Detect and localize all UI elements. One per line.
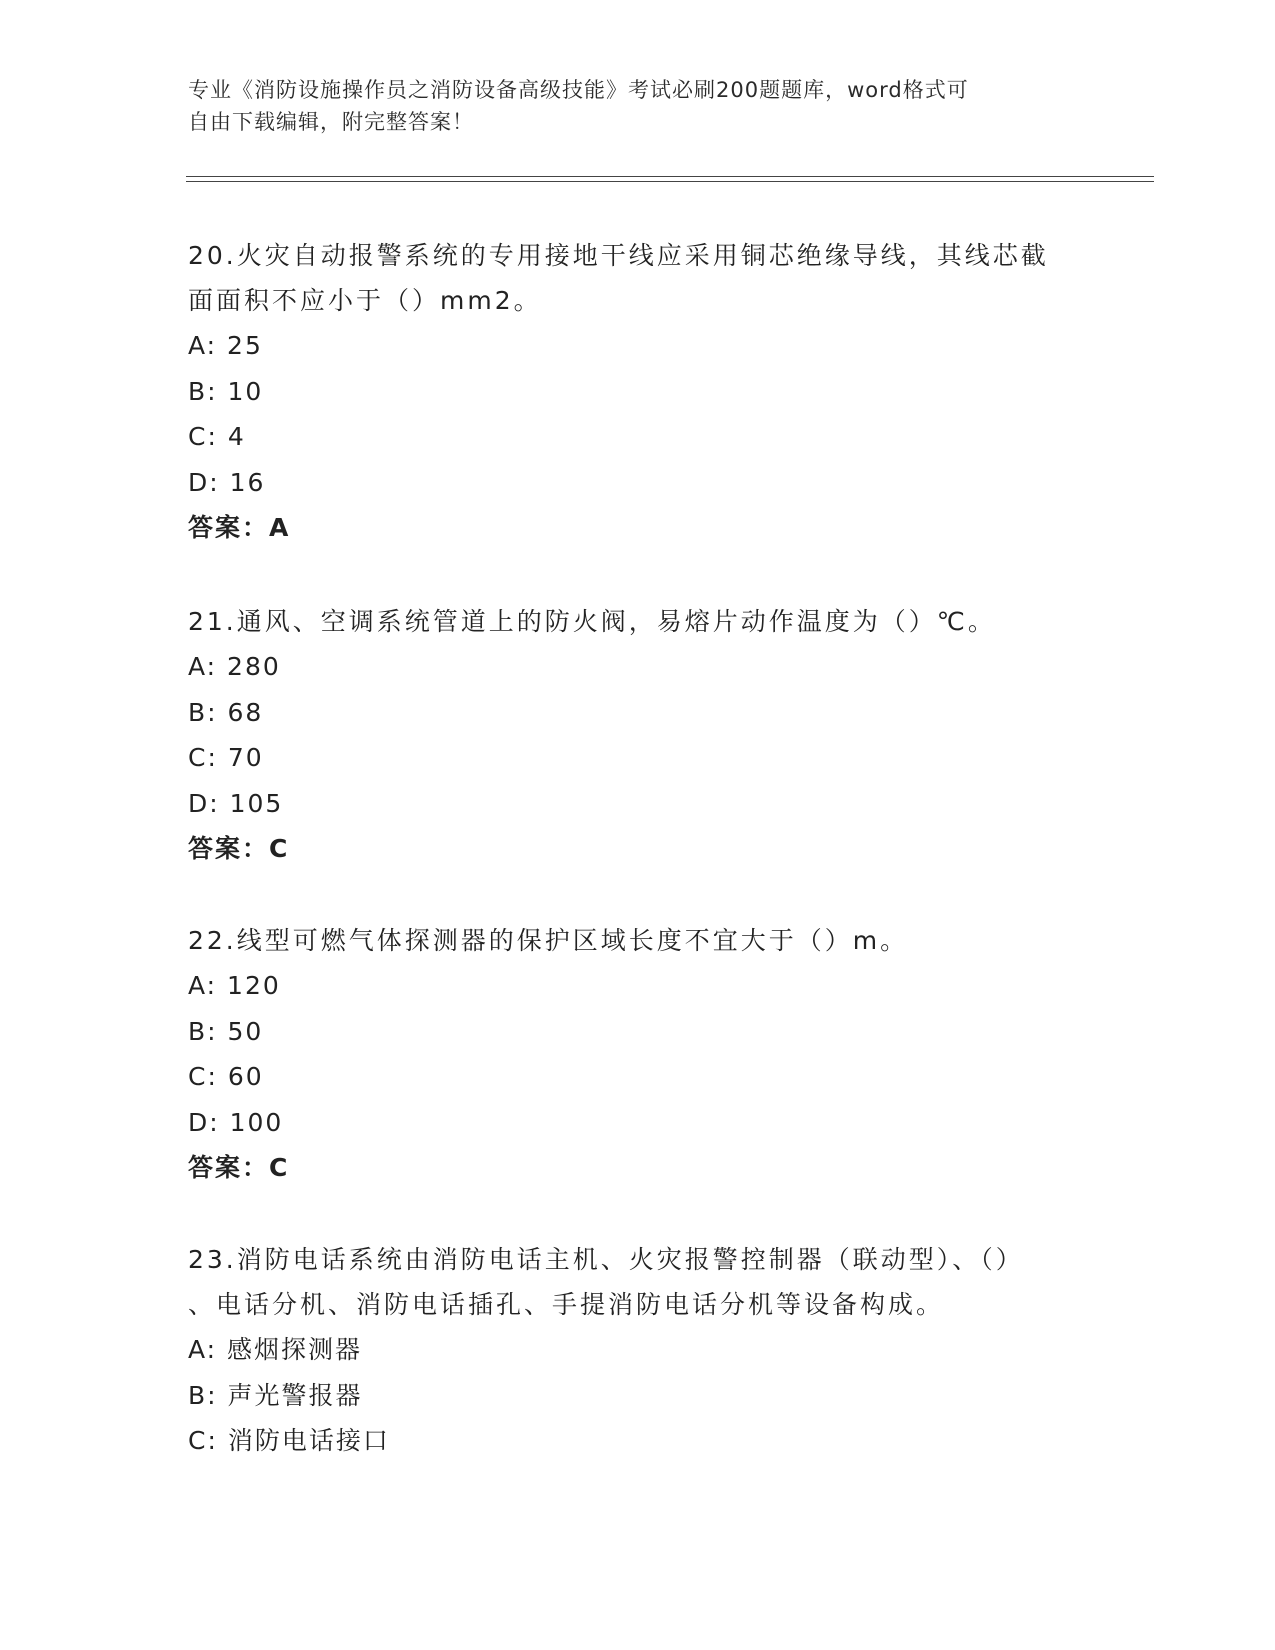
answer: 答案：A <box>188 513 291 542</box>
document-header <box>188 74 1068 138</box>
option-d: D: 105 <box>188 788 284 818</box>
option-d: D: 16 <box>188 467 266 497</box>
option-a: A: 感烟探测器 <box>188 1335 363 1364</box>
question-22 <box>188 918 1088 1190</box>
option-c: C: 4 <box>188 422 246 451</box>
header-divider-top <box>186 176 1154 177</box>
option-c: C: 60 <box>188 1062 264 1091</box>
header-divider-bottom <box>186 181 1154 182</box>
question-stem-continued: 、电话分机、消防电话插孔、手提消防电话分机等设备构成。 <box>188 1290 945 1319</box>
question-stem: 21.通风、空调系统管道上的防火阀，易熔片动作温度为（）℃。 <box>188 607 996 636</box>
answer: 答案：C <box>188 834 290 863</box>
question-23 <box>188 1237 1088 1464</box>
option-b: B: 68 <box>188 697 264 727</box>
option-b: B: 10 <box>188 376 264 406</box>
question-stem-continued: 面面积不应小于（）mm2。 <box>188 286 542 315</box>
question-stem: 22.线型可燃气体探测器的保护区域长度不宜大于（）m。 <box>188 926 909 955</box>
question-stem: 23.消防电话系统由消防电话主机、火灾报警控制器（联动型）、（） <box>188 1245 1024 1274</box>
answer: 答案：C <box>188 1153 290 1182</box>
option-d: D: 100 <box>188 1107 284 1137</box>
option-a: A: 280 <box>188 652 281 681</box>
option-b: B: 声光警报器 <box>188 1380 363 1410</box>
option-b: B: 50 <box>188 1016 264 1046</box>
option-a: A: 120 <box>188 971 281 1000</box>
option-a: A: 25 <box>188 331 263 360</box>
question-stem: 20.火灾自动报警系统的专用接地干线应采用铜芯绝缘导线，其线芯截 <box>188 241 1049 270</box>
header-line-2: 自由下载编辑，附完整答案！ <box>188 110 474 134</box>
question-21 <box>188 599 1088 871</box>
option-c: C: 70 <box>188 743 264 772</box>
option-c: C: 消防电话接口 <box>188 1426 390 1455</box>
header-line-1: 专业《消防设施操作员之消防设备高级技能》考试必刷200题题库，word格式可 <box>188 78 969 102</box>
question-20 <box>188 233 1088 550</box>
